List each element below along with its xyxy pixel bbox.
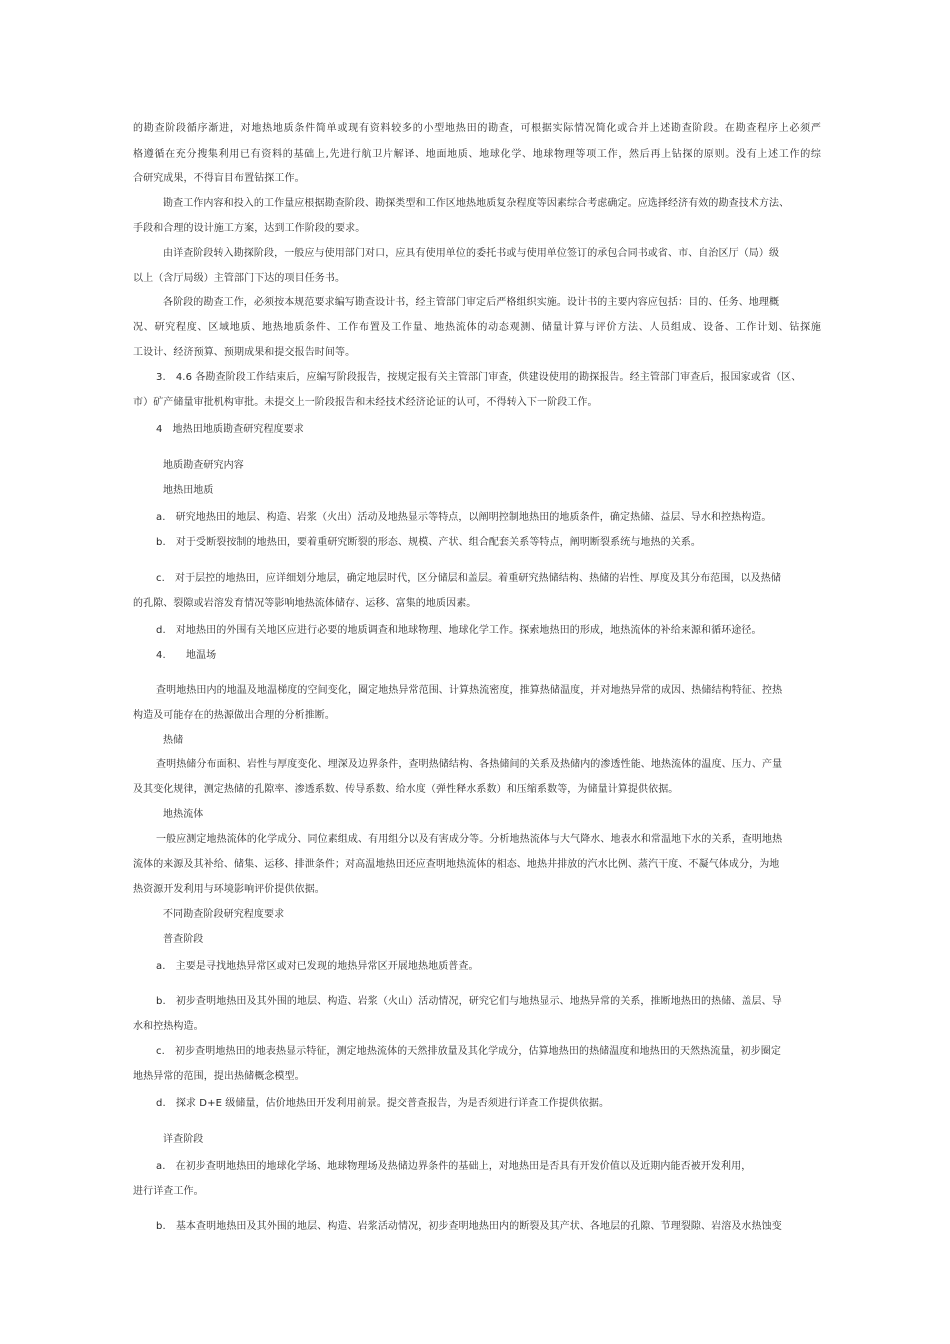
text-line: 合研究成果，不得盲目布置钻探工作。 — [133, 173, 305, 184]
text-line: 市）矿产储量审批机构审批。未提交上一阶段报告和未经技术经济论证的认可，不得转入下一阶段工作。 — [133, 397, 598, 408]
text-line: 查明热储分布面积、岩性与厚度变化、埋深及边界条件，查明热储结构、各热储间的关系及热储内的渗透性能、地热流体的温度、压力、产量 — [156, 759, 783, 770]
text-line: a. 主要是寻找地热异常区或对已发现的地热异常区开展地热地质普查。 — [156, 961, 479, 972]
text-line: a. 在初步查明地热田的地球化学场、地球物理场及热储边界条件的基础上，对地热田是否具有开发价值以及近期内能否被开发利用， — [156, 1161, 752, 1172]
text-line: 3. 4.6 各勘查阶段工作结束后，应编写阶段报告，按规定报有关主管部门审查，供建设使用的勘探报告。经主管部门审查后，报国家或省（区、 — [156, 372, 802, 383]
section-heading: 地热流体 — [163, 809, 204, 820]
section-heading: 4 地热田地质勘查研究程度要求 — [156, 424, 304, 435]
text-line: c. 对于层控的地热田，应详细划分地层，确定地层时代，区分储层和盖层。着重研究热储结构、热储的岩性、厚度及其分布范围，以及热储 — [156, 573, 781, 584]
text-line: 的孔隙、裂隙或岩溶发育情况等影响地热流体储存、运移、富集的地质因素。 — [133, 598, 477, 609]
section-heading: 热储 — [163, 735, 184, 746]
text-line: 地热异常的范围，提出热储概念模型。 — [133, 1071, 305, 1082]
text-line: 热资源开发利用与环境影响评价提供依据。 — [133, 884, 325, 895]
text-line: 流体的来源及其补给、储集、运移、排泄条件；对高温地热田还应查明地热流体的相态、地热井排放的汽水比例、蒸汽干度、不凝气体成分，为地 — [133, 859, 780, 870]
text-line: 构造及可能存在的热源做出合理的分析推断。 — [133, 710, 335, 721]
text-line: c. 初步查明地热田的地表热显示特征，测定地热流体的天然排放量及其化学成分，估算地热田的热储温度和地热田的天然热流量，初步圈定 — [156, 1046, 781, 1057]
section-heading: 详查阶段 — [163, 1134, 204, 1145]
section-heading: 不同勘查阶段研究程度要求 — [163, 909, 285, 920]
text-line: a. 研究地热田的地层、构造、岩浆（火出）活动及地热显示等特点，以阐明控制地热田的地质条件，确定热储、益层、导水和控热构造。 — [156, 512, 772, 523]
text-line: 一般应测定地热流体的化学成分、同位素组成、有用组分以及有害成分等。分析地热流体与大气降水、地表水和常温地下水的关系，查明地热 — [156, 834, 783, 845]
text-line: 进行详查工作。 — [133, 1186, 204, 1197]
text-line: 查明地热田内的地温及地温梯度的空间变化，圈定地热异常范围、计算热流密度，推算热储温度，并对地热异常的成因、热储结构特征、控热 — [156, 685, 783, 696]
text-line: d. 对地热田的外围有关地区应进行必要的地质调查和地球物理、地球化学工作。探索地热田的形成，地热流体的补给来源和循环途径。 — [156, 625, 762, 636]
text-line: 格遵循在充分搜集利用已有资料的基础上,先进行航卫片解译、地面地质、地球化学、地球物理等项工作，然后再上钻探的原则。没有上述工作的综 — [133, 149, 821, 160]
text-line: b. 对于受断裂按制的地热田，要着重研究断裂的形态、规模、产状、组合配套关系等特点，阐明断裂系统与地热的关系。 — [156, 537, 702, 548]
section-heading: 4. 地温场 — [156, 650, 217, 661]
text-line: 手段和合理的设计施工方案，达到工作阶段的要求。 — [133, 223, 366, 234]
text-line: 以上（含厅局级）主管部门下达的项目任务书。 — [133, 273, 346, 284]
text-line: 工设计、经济预算、预期成果和提交报告时间等。 — [133, 347, 356, 358]
text-line: 况、研究程度、区域地质、地热地质条件、工作布置及工作量、地热流体的动态观测、储量计算与评价方法、人员组成、设备、工作计划、钻探施 — [133, 322, 821, 333]
section-heading: 地热田地质 — [163, 485, 214, 496]
text-line: 勘查工作内容和投入的工作量应根据勘查阶段、勘探类型和工作区地热地质复杂程度等因素综合考虑确定。应选择经济有效的勘查技术方法、 — [163, 198, 790, 209]
text-line: 各阶段的勘查工作，必须按本规范要求编写勘查设计书，经主管部门审定后严格组织实施。设计书的主要内容应包括：目的、任务、地理概 — [163, 297, 780, 308]
text-line: b. 基本查明地热田及其外围的地层、构造、岩浆活动情况，初步查明地热田内的断裂及其产状、各地层的孔隙、节理裂隙、岩溶及水热蚀变 — [156, 1221, 782, 1232]
text-line: 的勘查阶段循序渐进，对地热地质条件简单或现有资料较多的小型地热田的勘查，可根据实际情况简化或合并上述勘查阶段。在勘查程序上必须严 — [133, 123, 821, 134]
text-line: d. 探求 D+E 级储量，估价地热田开发利用前景。提交普查报告，为是否须进行详查工作提供依据。 — [156, 1098, 610, 1109]
section-heading: 地质勘查研究内容 — [163, 460, 244, 471]
text-line: 及其变化规律，测定热储的孔隙率、渗透系数、传导系数、给水度（弹性释水系数）和压缩系数等，为储量计算提供依据。 — [133, 784, 679, 795]
text-line: 水和控热构造。 — [133, 1021, 204, 1032]
text-line: b. 初步查明地热田及其外围的地层、构造、岩浆（火山）活动情况，研究它们与地热显示、地热异常的关系，推断地热田的热储、盖层、导 — [156, 996, 782, 1007]
section-heading: 普查阶段 — [163, 934, 204, 945]
text-line: 由详查阶段转入勘探阶段，一般应与使用部门对口，应具有使用单位的委托书或与使用单位签订的承包合同书或省、市、自治区厅（局）级 — [163, 248, 780, 259]
